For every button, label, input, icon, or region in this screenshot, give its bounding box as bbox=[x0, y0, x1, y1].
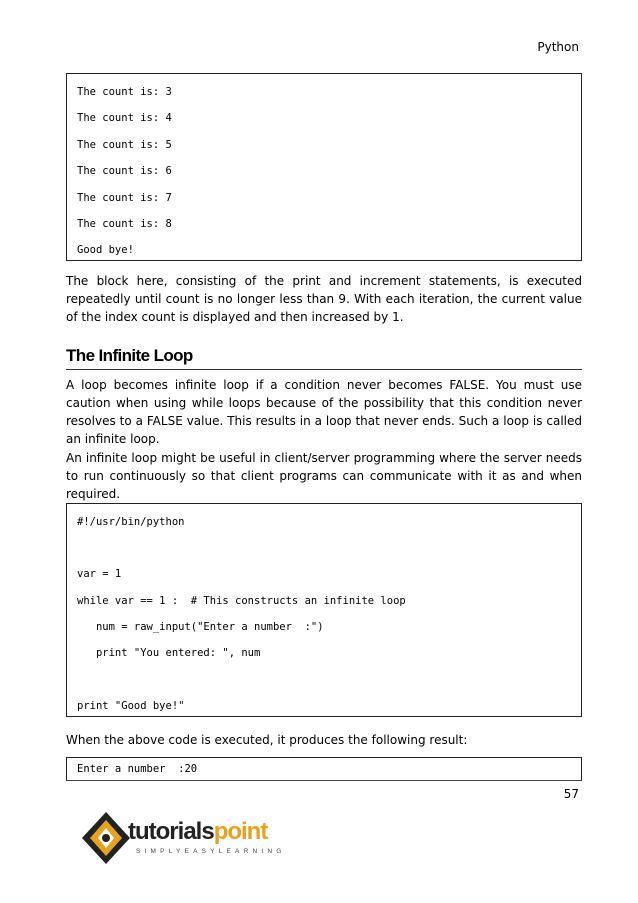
code-block-infinite-loop bbox=[66, 503, 582, 717]
output-line: The count is: 3 bbox=[77, 86, 172, 98]
code-line: #!/usr/bin/python bbox=[77, 516, 185, 528]
code-line: print "Good bye!" bbox=[77, 700, 185, 712]
code-line: num = raw_input("Enter a number :") bbox=[77, 621, 324, 633]
code-line: var = 1 bbox=[77, 568, 122, 580]
page-number: 57 bbox=[563, 787, 579, 801]
output-line: The count is: 6 bbox=[77, 165, 172, 177]
logo-brand-accent: point bbox=[213, 818, 268, 845]
logo-tagline: SIMPLYEASYLEARNING bbox=[136, 848, 286, 855]
logo-emblem-icon bbox=[78, 808, 134, 872]
paragraph-infinite-loop-usage: An infinite loop might be useful in client/server programming where the server needs to run continuously so that client programs can communicate with it as and when required. bbox=[66, 451, 582, 501]
logo-brand-main: tutorials bbox=[128, 818, 214, 845]
code-line: while var == 1 : # This constructs an infinite loop bbox=[77, 595, 406, 607]
tutorialspoint-logo bbox=[78, 808, 298, 872]
code-line: print "You entered: ", num bbox=[77, 647, 261, 659]
output-block-input bbox=[66, 757, 582, 781]
paragraph-result-intro: When the above code is executed, it produces the following result: bbox=[66, 733, 468, 747]
output-line: The count is: 8 bbox=[77, 218, 172, 230]
footer-divider bbox=[66, 780, 582, 781]
output-line: The count is: 5 bbox=[77, 139, 172, 151]
output-line: The count is: 4 bbox=[77, 112, 172, 124]
section-title: The Infinite Loop bbox=[66, 346, 582, 370]
output-block-count bbox=[66, 73, 582, 261]
paragraph-block-explanation: The block here, consisting of the print and increment statements, is executed repeatedly until count is no longer less than 9. With each iteration, the current value of the index count is displayed and then increased by 1. bbox=[66, 274, 582, 324]
logo-wordmark bbox=[128, 818, 267, 846]
output-line: Good bye! bbox=[77, 244, 134, 256]
output-line: The count is: 7 bbox=[77, 192, 172, 204]
paragraph-infinite-loop-definition: A loop becomes infinite loop if a condition never becomes FALSE. You must use caution when using while loops because of the possibility that this condition never resolves to a FALSE value. This results in a loop that never ends. Such a loop is called an infinite loop. bbox=[66, 378, 582, 446]
output-line: Enter a number :20 bbox=[77, 763, 198, 775]
running-header: Python bbox=[537, 40, 579, 54]
